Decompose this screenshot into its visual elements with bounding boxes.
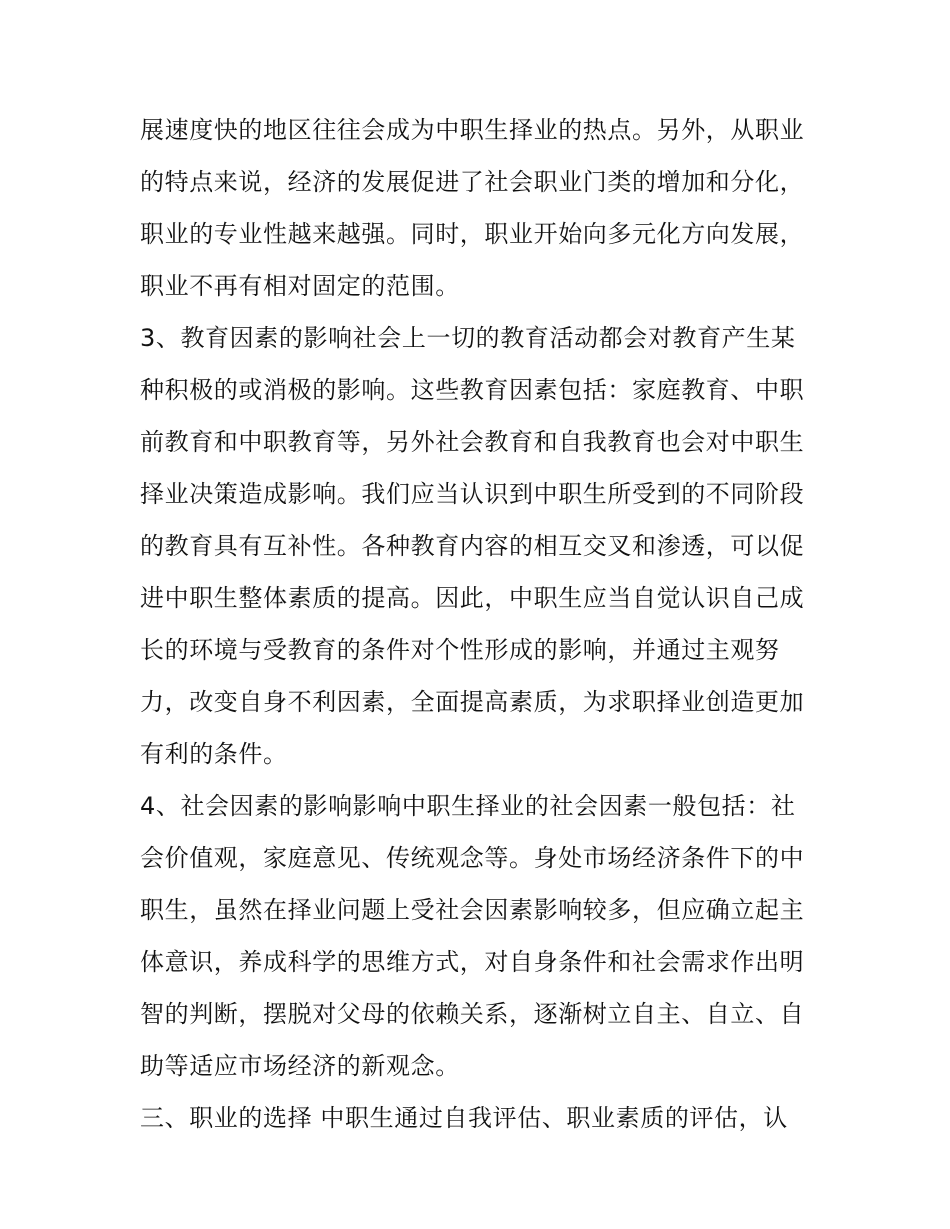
text-line: 助等适应市场经济的新观念。 [140, 1052, 460, 1080]
text-line: 有利的条件。 [140, 740, 288, 768]
text-line: 的教育具有互补性。各种教育内容的相互交叉和渗透，可以促 [140, 532, 805, 560]
text-line: 会价值观，家庭意见、传统观念等。身处市场经济条件下的中 [140, 844, 805, 872]
text-line: 智的判断，摆脱对父母的依赖关系，逐渐树立自主、自立、自 [140, 1000, 805, 1028]
section-4-heading-line: 4、社会因素的影响影响中职生择业的社会因素一般包括：社 [140, 792, 796, 820]
text-line: 择业决策造成影响。我们应当认识到中职生所受到的不同阶段 [140, 480, 805, 508]
text-line: 力，改变自身不利因素，全面提高素质，为求职择业创造更加 [140, 688, 805, 716]
section-three-heading-line: 三、职业的选择 中职生通过自我评估、职业素质的评估，认 [140, 1104, 788, 1132]
text-line: 进中职生整体素质的提高。因此，中职生应当自觉认识自己成 [140, 584, 805, 612]
text-line: 体意识，养成科学的思维方式，对自身条件和社会需求作出明 [140, 948, 805, 976]
text-line: 职生，虽然在择业问题上受社会因素影响较多，但应确立起主 [140, 896, 805, 924]
text-line: 种积极的或消极的影响。这些教育因素包括：家庭教育、中职 [140, 376, 805, 404]
text-line: 展速度快的地区往往会成为中职生择业的热点。另外，从职业 [140, 116, 805, 144]
document-body [140, 104, 820, 1144]
section-3-heading-line: 3、教育因素的影响社会上一切的教育活动都会对教育产生某 [140, 324, 796, 352]
text-line: 前教育和中职教育等，另外社会教育和自我教育也会对中职生 [140, 428, 805, 456]
text-line: 职业不再有相对固定的范围。 [140, 272, 460, 300]
text-line: 长的环境与受教育的条件对个性形成的影响，并通过主观努 [140, 636, 780, 664]
text-line: 的特点来说，经济的发展促进了社会职业门类的增加和分化， [140, 168, 805, 196]
text-line: 职业的专业性越来越强。同时，职业开始向多元化方向发展， [140, 220, 805, 248]
